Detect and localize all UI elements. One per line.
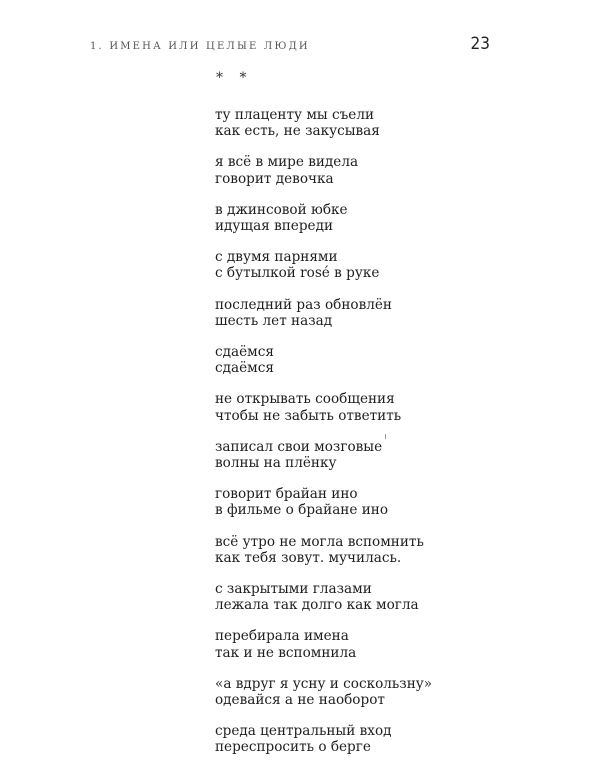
stanza	[215, 486, 545, 519]
poem-line: идущая впереди	[215, 218, 334, 235]
poem-line: как есть, не закусывая	[215, 123, 380, 140]
section-asterisks: * *	[216, 70, 253, 86]
poem-line: перебирала имена	[215, 628, 349, 645]
poem-line: как тебя зовут. мучилась.	[215, 549, 402, 566]
poem-line: в фильме о брайане ино	[215, 502, 389, 519]
poem-line: не открывать сообщения	[215, 391, 395, 408]
print-mark	[385, 434, 386, 439]
poem-line: всё утро не могла вспомнить	[215, 533, 424, 550]
poem-line: ту плаценту мы съели	[215, 107, 375, 123]
stanza	[215, 439, 545, 472]
poem-line: среда центральный вход	[215, 723, 392, 740]
poem-line: говорит брайан ино	[215, 486, 358, 503]
stanza	[215, 628, 545, 661]
stanza	[215, 297, 545, 330]
poem-line: записал свои мозговые	[215, 438, 383, 455]
stanza	[215, 676, 545, 709]
poem-line: сдаёмся	[215, 360, 274, 377]
poem-line: я всё в мире видела	[215, 154, 359, 171]
poem-line: с закрытыми глазами	[215, 580, 372, 597]
stanza	[215, 202, 545, 235]
poem-line: переспросить о берге	[215, 739, 371, 756]
stanza	[215, 581, 545, 614]
running-head: 1. ИМЕНА ИЛИ ЦЕЛЫЕ ЛЮДИ	[90, 41, 310, 52]
stanza	[215, 723, 545, 756]
poem-line: волны на плёнку	[215, 455, 337, 472]
poem-line: последний раз обновлён	[215, 296, 392, 313]
poem-line: с двумя парнями	[215, 249, 338, 266]
poem-line: сдаёмся	[215, 343, 274, 360]
poem-line: в джинсовой юбке	[215, 201, 348, 218]
poem-line: говорит девочка	[215, 170, 334, 187]
poem-line: одевайся а не наоборот	[215, 691, 385, 708]
poem-line: так и не вспомнила	[215, 644, 357, 661]
poem-line: чтобы не забыть ответить	[215, 407, 402, 424]
stanza	[215, 154, 545, 187]
poem-line: шесть лет назад	[215, 312, 333, 329]
stanza	[215, 344, 545, 377]
poem-line: лежала так долго как могла	[215, 597, 419, 614]
poem-line: с бутылкой rosé в руке	[215, 265, 380, 282]
page-number: 23	[470, 34, 490, 54]
stanza	[215, 534, 545, 567]
stanza	[215, 107, 545, 140]
stanza	[215, 391, 545, 424]
poem-body	[215, 107, 545, 770]
poem-line: «а вдруг я усну и соскользну»	[215, 675, 433, 692]
stanza	[215, 249, 545, 282]
